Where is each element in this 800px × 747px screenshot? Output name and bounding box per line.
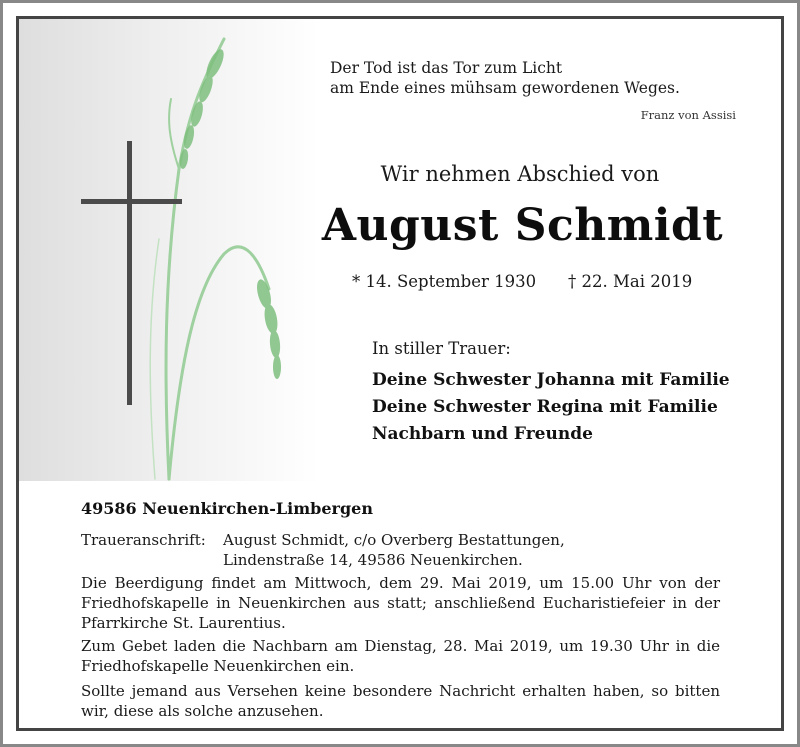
mourners-list bbox=[372, 367, 730, 448]
prayer-info-paragraph: Zum Gebet laden die Nachbarn am Dienstag, 28. Mai 2019, um 19.30 Uhr in die Friedhofskapelle Neuenkirchen ein. bbox=[81, 637, 720, 675]
quote-author: Franz von Assisi bbox=[640, 108, 736, 122]
wheat-grass-icon bbox=[19, 19, 319, 481]
address-line: Lindenstraße 14, 49586 Neuenkirchen. bbox=[223, 551, 523, 569]
farewell-intro: Wir nehmen Abschied von bbox=[380, 162, 660, 186]
quote-line: am Ende eines mühsam gewordenen Weges. bbox=[330, 79, 680, 97]
mourner-item: Deine Schwester Regina mit Familie bbox=[372, 397, 718, 417]
memorial-quote bbox=[330, 58, 680, 98]
quote-line: Der Tod ist das Tor zum Licht bbox=[330, 59, 563, 77]
death-date: † 22. Mai 2019 bbox=[568, 272, 693, 291]
location: 49586 Neuenkirchen-Limbergen bbox=[81, 499, 373, 518]
cross-bar bbox=[81, 199, 182, 204]
address-line: August Schmidt, c/o Overberg Bestattungen, bbox=[223, 531, 565, 549]
mourner-item: Deine Schwester Johanna mit Familie bbox=[372, 370, 730, 390]
address-label: Traueranschrift: bbox=[81, 531, 206, 549]
deceased-name: August Schmidt bbox=[321, 200, 724, 251]
mourner-item: Nachbarn und Freunde bbox=[372, 424, 593, 444]
notice-paragraph: Sollte jemand aus Versehen keine besondere Nachricht erhalten haben, so bitten wir, diese als solche anzusehen. bbox=[81, 682, 720, 720]
mourning-label: In stiller Trauer: bbox=[372, 339, 511, 358]
funeral-info-paragraph: Die Beerdigung findet am Mittwoch, dem 29. Mai 2019, um 15.00 Uhr von der Friedhofskapelle in Neuenkirchen aus statt; anschließend Eucharistiefeier in der Pfarrkirche St. Laurentius. bbox=[81, 574, 720, 632]
birth-date: * 14. September 1930 bbox=[352, 272, 537, 291]
cross-icon bbox=[127, 141, 132, 405]
